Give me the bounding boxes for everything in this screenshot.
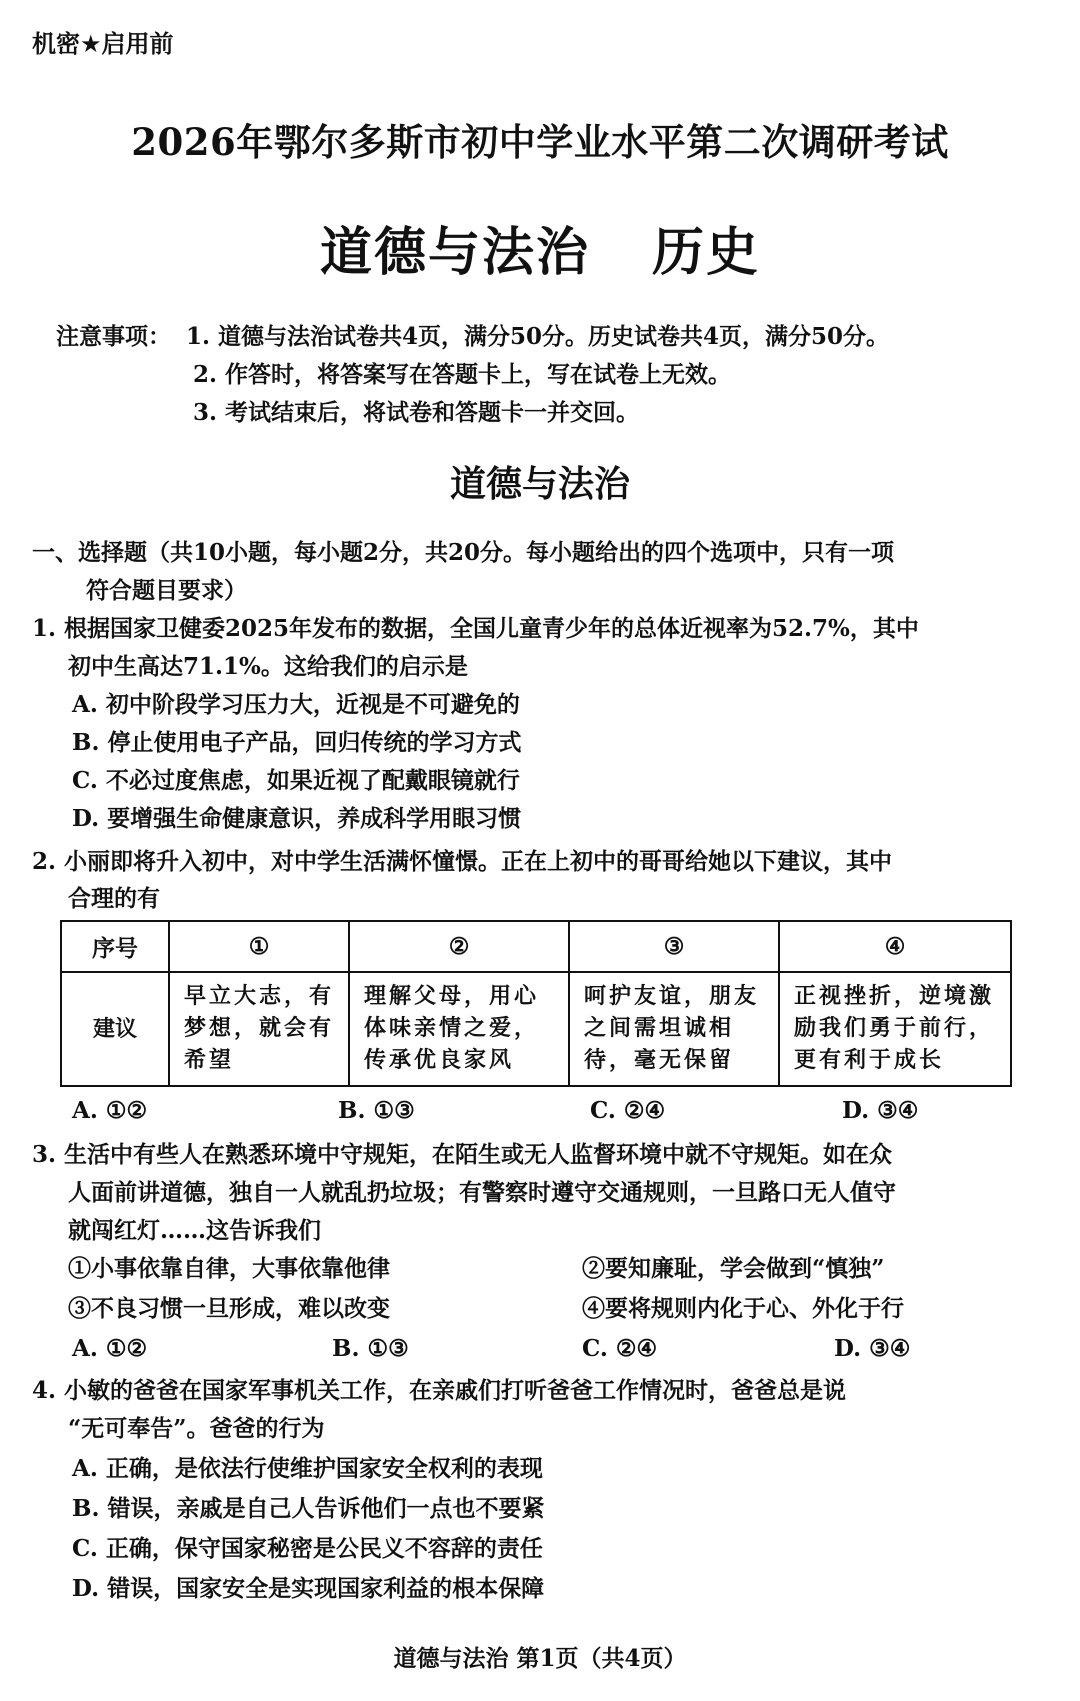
q3-option-d: D. ③④ xyxy=(834,1335,911,1362)
q2-option-d: D. ③④ xyxy=(842,1097,919,1124)
q3-option-a: A. ①② xyxy=(72,1335,148,1362)
page-footer: 道德与法治 第1页（共4页） xyxy=(393,1645,687,1672)
q1-option-a: A. 初中阶段学习压力大，近视是不可避免的 xyxy=(72,691,520,718)
q4-option-a: A. 正确，是依法行使维护国家安全权利的表现 xyxy=(72,1455,543,1482)
q1-option-c: C. 不必过度焦虑，如果近视了配戴眼镜就行 xyxy=(72,767,520,794)
section-title: 道德与法治 xyxy=(449,464,630,505)
table-row xyxy=(61,972,1011,1086)
q1-option-b: B. 停止使用电子产品，回归传统的学习方式 xyxy=(72,729,522,756)
part-heading: 一、选择题（共10小题，每小题2分，共20分。每小题给出的四个选项中，只有一项 xyxy=(32,539,895,566)
table-header-row xyxy=(61,921,1011,972)
q4-option-b: B. 错误，亲戚是自己人告诉他们一点也不要紧 xyxy=(72,1495,545,1522)
subjects-title xyxy=(0,210,1080,285)
q2-option-a: A. ①② xyxy=(72,1097,148,1124)
q3-option-b: B. ①③ xyxy=(332,1335,409,1362)
q3-option-c: C. ②④ xyxy=(582,1335,658,1362)
table-cell: 正视挫折，逆境激 励我们勇于前行， 更有利于成长 xyxy=(779,972,1011,1086)
exam-title: 2026年鄂尔多斯市初中学业水平第二次调研考试 xyxy=(131,120,949,164)
notes-label: 注意事项： xyxy=(56,323,171,350)
table-cell: 呵护友谊，朋友 之间需坦诚相 待，毫无保留 xyxy=(569,972,779,1086)
note-item: 3. 考试结束后，将试卷和答题卡一并交回。 xyxy=(193,399,640,426)
q3-statement-4: ④要将规则内化于心、外化于行 xyxy=(582,1295,904,1322)
table-cell: 理解父母，用心 体味亲情之爱， 传承优良家风 xyxy=(349,972,569,1086)
q3-statement-2: ②要知廉耻，学会做到“慎独” xyxy=(582,1255,885,1282)
q1-stem-cont: 初中生高达71.1%。这给我们的启示是 xyxy=(68,653,468,680)
q3-statement-3: ③不良习惯一旦形成，难以改变 xyxy=(68,1295,390,1322)
q2-stem-cont: 合理的有 xyxy=(68,885,160,912)
q4-option-c: C. 正确，保守国家秘密是公民义不容辞的责任 xyxy=(72,1535,543,1562)
exam-notes xyxy=(56,318,889,432)
q3-stem: 3. 生活中有些人在熟悉环境中守规矩，在陌生或无人监督环境中就不守规矩。如在众 xyxy=(32,1141,893,1168)
table-header-cell: ② xyxy=(349,921,569,972)
note-item: 1. 道德与法治试卷共4页，满分50分。历史试卷共4页，满分50分。 xyxy=(186,323,890,350)
table-header-cell: ③ xyxy=(569,921,779,972)
table-header-cell: ① xyxy=(169,921,349,972)
table-header-cell: 序号 xyxy=(61,921,169,972)
table-header-cell: ④ xyxy=(779,921,1011,972)
note-item: 2. 作答时，将答案写在答题卡上，写在试卷上无效。 xyxy=(193,361,732,388)
q4-stem-cont: “无可奉告”。爸爸的行为 xyxy=(68,1415,325,1442)
q3-stem-cont: 人面前讲道德，独自一人就乱扔垃圾；有警察时遵守交通规则，一旦路口无人值守 xyxy=(68,1179,896,1206)
q2-option-c: C. ②④ xyxy=(590,1097,666,1124)
table-row-label: 建议 xyxy=(61,972,169,1086)
q3-stem-cont: 就闯红灯……这告诉我们 xyxy=(68,1217,321,1244)
q2-advice-table xyxy=(60,920,1012,1087)
subject-ethics-law: 道德与法治 xyxy=(319,223,590,283)
subject-history: 历史 xyxy=(652,223,761,283)
table-cell: 早立大志，有 梦想，就会有 希望 xyxy=(169,972,349,1086)
q3-statement-1: ①小事依靠自律，大事依靠他律 xyxy=(68,1255,390,1282)
q1-stem: 1. 根据国家卫健委2025年发布的数据，全国儿童青少年的总体近视率为52.7%，其中 xyxy=(32,615,919,642)
q4-option-d: D. 错误，国家安全是实现国家利益的根本保障 xyxy=(72,1575,545,1602)
part-heading-cont: 符合题目要求） xyxy=(86,577,247,604)
q2-stem: 2. 小丽即将升入初中，对中学生活满怀憧憬。正在上初中的哥哥给她以下建议，其中 xyxy=(32,848,893,875)
confidential-mark: 机密★启用前 xyxy=(32,30,174,58)
q4-stem: 4. 小敏的爸爸在国家军事机关工作，在亲戚们打听爸爸工作情况时，爸爸总是说 xyxy=(32,1377,847,1404)
q2-option-b: B. ①③ xyxy=(338,1097,415,1124)
q1-option-d: D. 要增强生命健康意识，养成科学用眼习惯 xyxy=(72,805,522,832)
